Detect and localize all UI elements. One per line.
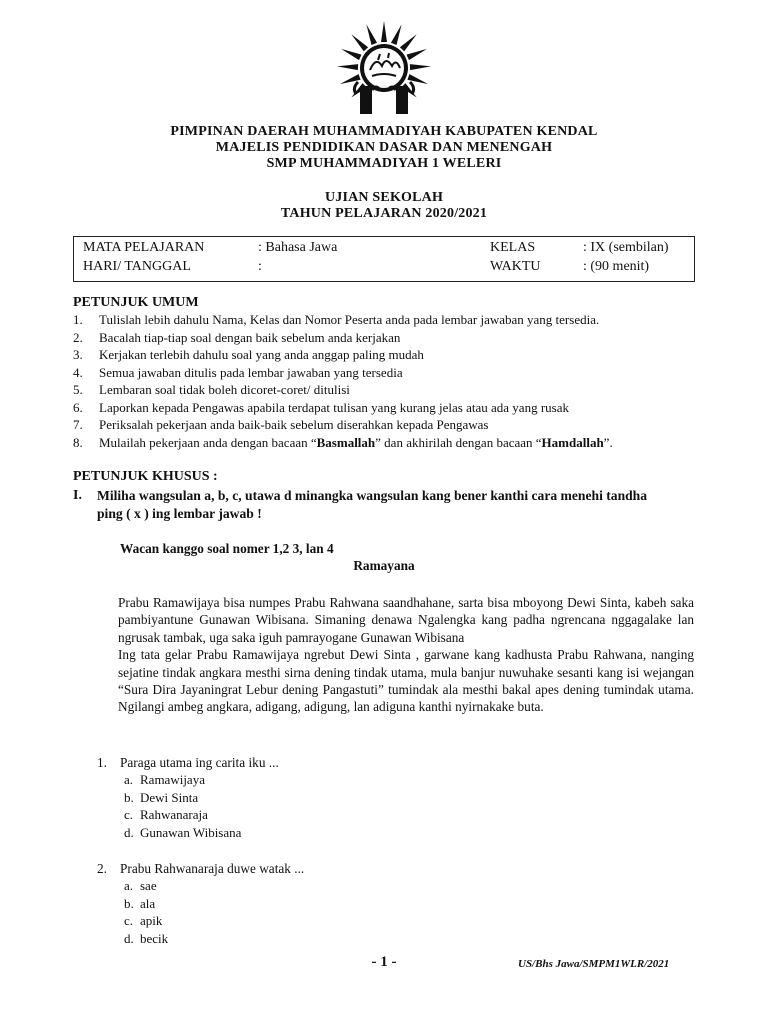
option-letter: a. xyxy=(124,878,134,893)
general-instructions-title: PETUNJUK UMUM xyxy=(73,295,199,310)
passage-paragraph-2: Ing tata gelar Prabu Ramawijaya ngrebut Dewi Sinta , garwane kang kadhusta Prabu Rahwana, nanging sejatine tindak angkara mesthi sirna dening tindak utama, mula banjur nuwuhake sesanti kang isi wejangan “Sura Dira Jayaningrat Lebur dening Pangastuti” tumindak ala mesthi bakal apes dening tumindak utama. Ngilangi ambeg angkara, adigang, adigung, lan adiguna kanthi nyirnakake buta. xyxy=(118,647,694,715)
option-text[interactable]: becik xyxy=(140,931,169,946)
option-letter: b. xyxy=(124,896,134,911)
general-instructions-list: 1. Tulislah lebih dahulu Nama, Kelas dan Nomor Peserta anda pada lembar jawaban yang tersedia. 2. Bacalah tiap-tiap soal dengan baik sebelum anda kerjakan 3. Kerjakan terlebih dahulu soal yang anda anggap paling mudah 4. Semua jawaban ditulis pada lembar jawaban yang tersedia 5. Lembaran soal tidak boleh dicoret-coret/ ditulisi 6. Laporkan kepada Pengawas apabila terdapat tulisan yang kurang jelas atau ada yang rusak 7. Periksalah pekerjaan anda baik-baik sebelum diserahkan kepada Pengawas 8. Mulailah pekerjaan anda dengan bacaan “Basmallah” dan akhirilah dengan bacaan “Hamdallah”. xyxy=(73,312,613,450)
option-text[interactable]: apik xyxy=(140,913,163,928)
page-number: - 1 - xyxy=(371,954,397,970)
subject-value: : Bahasa Jawa xyxy=(258,240,338,255)
council-name: MAJELIS PENDIDIKAN DASAR DAN MENENGAH xyxy=(215,140,553,155)
muhammadiyah-logo xyxy=(328,20,440,120)
question-1-number: 1. xyxy=(97,755,107,770)
option-letter: a. xyxy=(124,772,134,787)
question-2-number: 2. xyxy=(97,861,107,876)
section-roman-numeral: I. xyxy=(73,488,82,503)
option-letter: d. xyxy=(124,825,134,840)
reading-passage xyxy=(118,594,694,716)
reading-intro: Wacan kanggo soal nomer 1,2 3, lan 4 xyxy=(120,541,334,556)
exam-title: UJIAN SEKOLAH xyxy=(324,190,444,205)
option-text[interactable]: Rahwanaraja xyxy=(140,807,208,822)
basmallah-emphasis: Basmallah xyxy=(316,434,376,450)
school-name: SMP MUHAMMADIYAH 1 WELERI xyxy=(266,156,502,171)
day-label: HARI/ TANGGAL xyxy=(83,259,191,274)
question-1-text: Paraga utama ing carita iku ... xyxy=(120,755,279,770)
option-letter: c. xyxy=(124,913,134,928)
time-label: WAKTU xyxy=(490,259,541,274)
passage-paragraph-1: Prabu Ramawijaya bisa numpes Prabu Rahwana saandhahane, sarta bisa mboyong Dewi Sinta, kabeh saka pambiyantune Gunawan Wibisana. Simaning denawa Ngalengka kang padha ngrencana nggagalake lan ngrusak tambak, uga saka iguh pamrayogane Gunawan Wibisana xyxy=(118,595,694,645)
special-instruction-line-1: Miliha wangsulan a, b, c, utawa d minangka wangsulan kang bener kanthi cara menehi tandha xyxy=(97,488,648,503)
option-text[interactable]: Gunawan Wibisana xyxy=(140,825,242,840)
class-value: : IX (sembilan) xyxy=(583,240,669,255)
option-letter: d. xyxy=(124,931,134,946)
option-text[interactable]: Ramawijaya xyxy=(140,772,205,787)
time-value: : (90 menit) xyxy=(583,259,650,274)
class-label: KELAS xyxy=(490,240,536,255)
option-text[interactable]: ala xyxy=(140,896,156,911)
special-instruction-line-2: ping ( x ) ing lembar jawab ! xyxy=(97,506,262,521)
exam-info-box xyxy=(73,236,695,282)
special-instructions-title: PETUNJUK KHUSUS : xyxy=(73,469,218,484)
reading-title: Ramayana xyxy=(353,558,415,573)
option-letter: c. xyxy=(124,807,134,822)
option-letter: b. xyxy=(124,790,134,805)
document-code: US/Bhs Jawa/SMPM1WLR/2021 xyxy=(518,958,670,970)
question-2-text: Prabu Rahwanaraja duwe watak ... xyxy=(120,861,305,876)
hamdallah-emphasis: Hamdallah xyxy=(541,434,604,450)
academic-year: TAHUN PELAJARAN 2020/2021 xyxy=(280,206,488,221)
subject-label: MATA PELAJARAN xyxy=(83,240,205,255)
option-text[interactable]: Dewi Sinta xyxy=(140,790,199,805)
day-value: : xyxy=(258,259,262,274)
option-text[interactable]: sae xyxy=(140,878,157,893)
org-name: PIMPINAN DAERAH MUHAMMADIYAH KABUPATEN KENDAL xyxy=(170,124,598,139)
